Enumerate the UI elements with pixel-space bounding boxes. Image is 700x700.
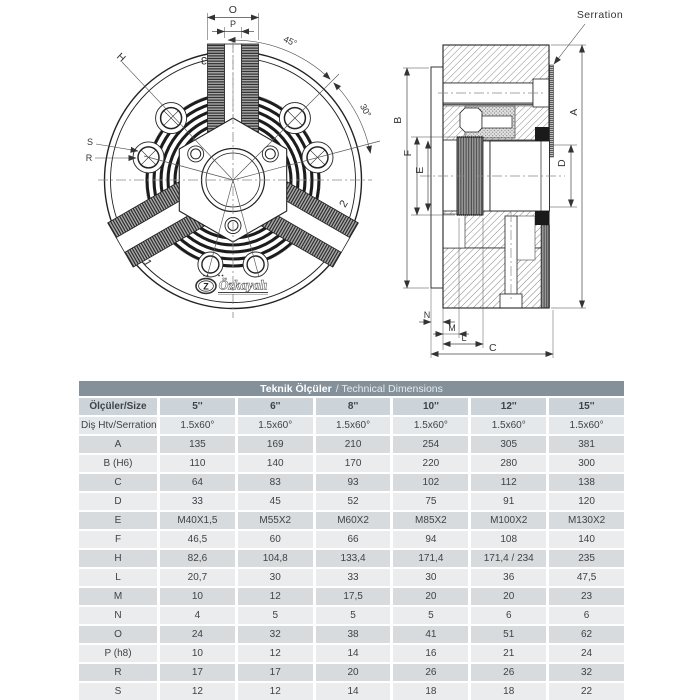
dim-cell: 20 [471, 588, 546, 605]
dim-cell: 18 [471, 683, 546, 700]
dim-row-label: E [79, 512, 157, 529]
dim-n-label: N [423, 310, 431, 320]
size-col: 6'' [238, 398, 313, 415]
table-row [79, 436, 624, 453]
brand-logo [196, 275, 268, 295]
dim-cell: 23 [549, 588, 624, 605]
dim-cell: 83 [238, 474, 313, 491]
dim-cell: 305 [471, 436, 546, 453]
table-row [79, 569, 624, 586]
dim-cell: 10 [160, 645, 235, 662]
serration-leader [554, 24, 585, 64]
table-row [79, 493, 624, 510]
table-row [79, 531, 624, 548]
dim-cell: 140 [238, 455, 313, 472]
dim-row-label: D [79, 493, 157, 510]
dim-cell: 5 [316, 607, 391, 624]
dim-cell: 32 [238, 626, 313, 643]
dim-cell: M60X2 [316, 512, 391, 529]
dim-a [551, 45, 586, 308]
size-col: 10'' [393, 398, 468, 415]
dim-cell: 12 [238, 645, 313, 662]
jaw-3-number: 3 [200, 54, 208, 66]
dim-cell: 14 [316, 683, 391, 700]
dim-cell: 254 [393, 436, 468, 453]
dim-cell: 91 [471, 493, 546, 510]
jaw-1-number: 1 [140, 257, 154, 269]
serration-row [79, 417, 624, 434]
dim-cell: 17 [160, 664, 235, 681]
dim-cell: 235 [549, 550, 624, 567]
table-title-row [79, 381, 624, 396]
dim-row-label: M [79, 588, 157, 605]
dim-d-label: D [556, 159, 568, 167]
dim-row-label: A [79, 436, 157, 453]
logo-z: Z [203, 281, 209, 292]
serration-value: 1.5x60° [549, 417, 624, 434]
dim-cell: 66 [316, 531, 391, 548]
table-row [79, 626, 624, 643]
dim-cell: 26 [471, 664, 546, 681]
section-view [392, 9, 623, 358]
dim-cell: 16 [393, 645, 468, 662]
size-col: 5'' [160, 398, 235, 415]
dim-cell: 12 [160, 683, 235, 700]
dim-cell: 10 [160, 588, 235, 605]
dim-cell: 210 [316, 436, 391, 453]
table-title [79, 381, 624, 396]
dim-b-label: B [392, 116, 404, 124]
table-row [79, 512, 624, 529]
dim-b [403, 68, 429, 288]
dim-row-label: N [79, 607, 157, 624]
leader-s [96, 144, 138, 151]
dim-cell: 14 [316, 645, 391, 662]
dim-cell: 140 [549, 531, 624, 548]
dim-cell: 32 [549, 664, 624, 681]
size-col: 12'' [471, 398, 546, 415]
serration-value: 1.5x60° [316, 417, 391, 434]
dim-cell: M85X2 [393, 512, 468, 529]
dim-row-label: C [79, 474, 157, 491]
dim-a-label: A [568, 108, 580, 116]
dim-o-label: O [228, 4, 238, 16]
dim-cell: 20 [393, 588, 468, 605]
dim-s-label: S [86, 137, 94, 147]
dim-cell: 51 [471, 626, 546, 643]
dim-cell: 94 [393, 531, 468, 548]
dim-cell: 30 [238, 569, 313, 586]
dim-row-label: L [79, 569, 157, 586]
size-col: 8'' [316, 398, 391, 415]
dim-cell: 36 [471, 569, 546, 586]
dim-cell: 381 [549, 436, 624, 453]
dim-cell: 20,7 [160, 569, 235, 586]
size-col: 15'' [549, 398, 624, 415]
dim-cell: 17,5 [316, 588, 391, 605]
dim-cell: 45 [238, 493, 313, 510]
logo-text: Özkayalı [218, 277, 268, 293]
dim-c-label: C [489, 342, 497, 354]
table-row [79, 607, 624, 624]
dim-cell: M100X2 [471, 512, 546, 529]
dim-cell: 170 [316, 455, 391, 472]
dim-m-label: M [448, 323, 456, 333]
table-row [79, 645, 624, 662]
dim-cell: 75 [393, 493, 468, 510]
dim-cell: 30 [393, 569, 468, 586]
dim-cell: 110 [160, 455, 235, 472]
dim-cell: 38 [316, 626, 391, 643]
dim-cell: M40X1,5 [160, 512, 235, 529]
serration-label: Serration [576, 9, 624, 21]
table-row [79, 474, 624, 491]
dim-cell: M55X2 [238, 512, 313, 529]
dim-row-label: B (H6) [79, 455, 157, 472]
dim-cell: 41 [393, 626, 468, 643]
dim-p-label: P [229, 19, 237, 29]
dim-cell: M130X2 [549, 512, 624, 529]
dim-cell: 24 [549, 645, 624, 662]
dim-cell: 171,4 [393, 550, 468, 567]
dim-f-label: F [402, 149, 414, 157]
dim-cell: 135 [160, 436, 235, 453]
serration-row-label: Diş Htv/Serration [79, 417, 157, 434]
table-title-tr: Teknik Ölçüler [260, 382, 332, 395]
dim-cell: 22 [549, 683, 624, 700]
dim-cell: 20 [316, 664, 391, 681]
table-row [79, 588, 624, 605]
serration-value: 1.5x60° [393, 417, 468, 434]
dim-cell: 112 [471, 474, 546, 491]
serration-value: 1.5x60° [471, 417, 546, 434]
dim-row-label: S [79, 683, 157, 700]
dim-cell: 220 [393, 455, 468, 472]
dim-cell: 46,5 [160, 531, 235, 548]
front-view [86, 4, 380, 318]
dim-cell: 62 [549, 626, 624, 643]
dim-cell: 12 [238, 683, 313, 700]
dim-cell: 12 [238, 588, 313, 605]
dim-cell: 93 [316, 474, 391, 491]
dim-cell: 6 [549, 607, 624, 624]
table-row [79, 683, 624, 700]
serration-value: 1.5x60° [238, 417, 313, 434]
size-header-row [79, 398, 624, 415]
dim-cell: 300 [549, 455, 624, 472]
dim-cell: 33 [160, 493, 235, 510]
dim-cell: 4 [160, 607, 235, 624]
table-title-en: / Technical Dimensions [335, 382, 443, 395]
dim-cell: 169 [238, 436, 313, 453]
table-row [79, 664, 624, 681]
dim-cell: 133,4 [316, 550, 391, 567]
dim-cell: 120 [549, 493, 624, 510]
dim-cell: 104,8 [238, 550, 313, 567]
dim-cell: 138 [549, 474, 624, 491]
dim-row-label: H [79, 550, 157, 567]
dim-row-label: P (h8) [79, 645, 157, 662]
dim-l-label: L [461, 333, 467, 343]
table-row [79, 550, 624, 567]
dim-cell: 6 [471, 607, 546, 624]
dim-cell: 82,6 [160, 550, 235, 567]
dim-cell: 5 [238, 607, 313, 624]
dim-cell: 47,5 [549, 569, 624, 586]
dim-cell: 21 [471, 645, 546, 662]
dim-cell: 18 [393, 683, 468, 700]
jaw-2-number: 2 [337, 198, 351, 210]
angle-45-label: 45° [281, 33, 299, 49]
dim-cell: 64 [160, 474, 235, 491]
dim-cell: 24 [160, 626, 235, 643]
dim-e-label: E [414, 166, 426, 174]
dim-cell: 108 [471, 531, 546, 548]
dim-h-label: H [114, 50, 129, 65]
dim-row-label: R [79, 664, 157, 681]
dim-cell: 52 [316, 493, 391, 510]
dim-cell: 26 [393, 664, 468, 681]
table-row [79, 455, 624, 472]
dim-cell: 280 [471, 455, 546, 472]
dimensions-table [76, 379, 627, 700]
dim-cell: 5 [393, 607, 468, 624]
dim-cell: 102 [393, 474, 468, 491]
angle-30-label: 30° [357, 102, 374, 119]
dim-row-label: O [79, 626, 157, 643]
dim-cell: 171,4 / 234 [471, 550, 546, 567]
dim-r-label: R [85, 153, 93, 163]
serration-value: 1.5x60° [160, 417, 235, 434]
size-header-label: Ölçüler/Size [79, 398, 157, 415]
back-plate [431, 67, 443, 288]
dim-cell: 17 [238, 664, 313, 681]
dim-row-label: F [79, 531, 157, 548]
dim-cell: 33 [316, 569, 391, 586]
dim-cell: 60 [238, 531, 313, 548]
